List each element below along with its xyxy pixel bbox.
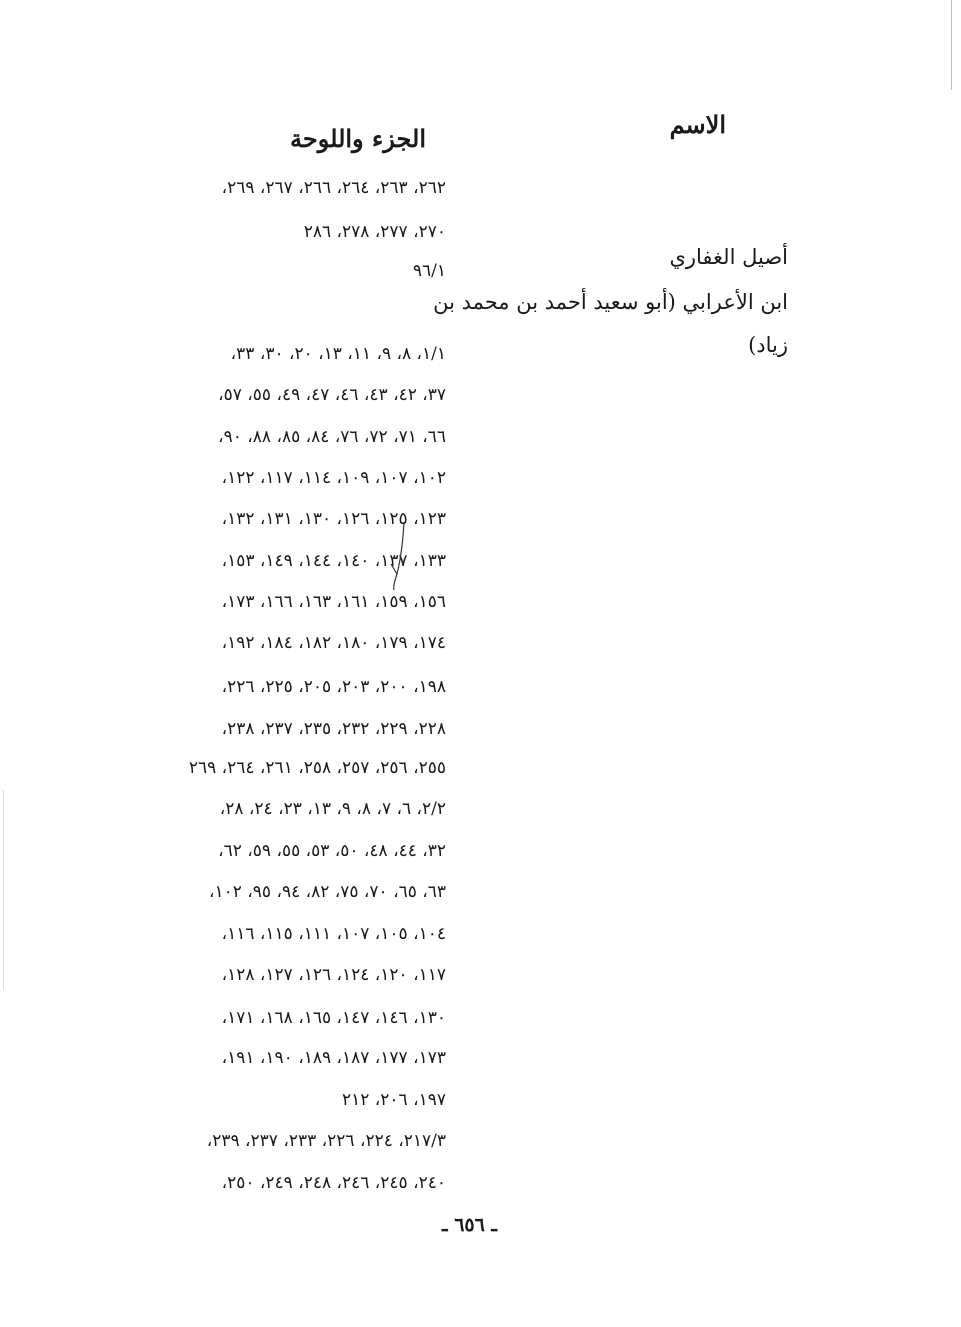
reference-line: ٣٢، ٤٤، ٤٨، ٥٠، ٥٣، ٥٥، ٥٩، ٦٢،	[218, 841, 446, 861]
reference-line: ١٠٤، ١٠٥، ١٠٧، ١١١، ١١٥، ١١٦،	[221, 924, 446, 944]
reference-line: ١٢٣، ١٢٥، ١٢٦، ١٣٠، ١٣١، ١٣٢،	[221, 509, 446, 529]
reference-column-header: الجزء واللوحة	[290, 124, 426, 153]
reference-line: ١٣٣، ١٣٧، ١٤٠، ١٤٤، ١٤٩، ١٥٣،	[221, 551, 446, 571]
reference-line: ٢٤٠، ٢٤٥، ٢٤٦، ٢٤٨، ٢٤٩، ٢٥٠،	[221, 1173, 446, 1193]
scan-edge-line	[3, 790, 4, 990]
reference-line: ١٧٤، ١٧٩، ١٨٠، ١٨٢، ١٨٤، ١٩٢،	[221, 633, 446, 653]
reference-line: ٦٦، ٧١، ٧٢، ٧٦، ٨٤، ٨٥، ٨٨، ٩٠،	[218, 427, 446, 447]
reference-line: ١٠٢، ١٠٧، ١٠٩، ١١٤، ١١٧، ١٢٢،	[221, 468, 446, 488]
scan-edge-line	[951, 0, 952, 90]
name-column-header: الاسم	[669, 110, 726, 139]
page-number: ـ ٦٥٦ ـ	[442, 1214, 497, 1236]
reference-line: ٢١٧/٣، ٢٢٤، ٢٢٦، ٢٣٣، ٢٣٧، ٢٣٩،	[206, 1131, 446, 1151]
reference-line: ٣٧، ٤٢، ٤٣، ٤٦، ٤٧، ٤٩، ٥٥، ٥٧،	[218, 385, 446, 405]
reference-line: ٢٥٥، ٢٥٦، ٢٥٧، ٢٥٨، ٢٦١، ٢٦٤، ٢٦٩	[188, 758, 446, 778]
reference-line: ٢٢٨، ٢٢٩، ٢٣٢، ٢٣٥، ٢٣٧، ٢٣٨،	[221, 719, 446, 739]
reference-line: ١٩٨، ٢٠٠، ٢٠٣، ٢٠٥، ٢٢٥، ٢٢٦،	[221, 677, 446, 697]
reference-line: ١٥٦، ١٥٩، ١٦١، ١٦٣، ١٦٦، ١٧٣،	[221, 592, 446, 612]
reference-line: ٢٧٠، ٢٧٧، ٢٧٨، ٢٨٦	[303, 222, 446, 242]
handwritten-check-mark	[382, 520, 412, 592]
entry-name-continuation: زياد)	[748, 333, 788, 357]
reference-line: ١٧٣، ١٧٧، ١٨٧، ١٨٩، ١٩٠، ١٩١،	[221, 1048, 446, 1068]
reference-line: ٢٦٢، ٢٦٣، ٢٦٤، ٢٦٦، ٢٦٧، ٢٦٩،	[221, 178, 446, 198]
entry-name: ابن الأعرابي (أبو سعيد أحمد بن محمد بن	[433, 290, 788, 314]
reference-line: ١/١، ٨، ٩، ١١، ١٣، ٢٠، ٣٠، ٣٣،	[230, 344, 446, 364]
reference-line: ٦٣، ٦٥، ٧٠، ٧٥، ٨٢، ٩٤، ٩٥، ١٠٢،	[209, 882, 446, 902]
reference-line: ٩٦/١	[412, 261, 446, 281]
reference-line: ١٣٠، ١٤٦، ١٤٧، ١٦٥، ١٦٨، ١٧١،	[221, 1008, 446, 1028]
reference-line: ١١٧، ١٢٠، ١٢٤، ١٢٦، ١٢٧، ١٢٨،	[221, 965, 446, 985]
entry-name: أصيل الغفاري	[669, 245, 788, 269]
reference-line: ١٩٧، ٢٠٦، ٢١٢	[342, 1090, 446, 1110]
reference-line: ٢/٢، ٦، ٧، ٨، ٩، ١٣، ٢٣، ٢٤، ٢٨،	[219, 799, 446, 819]
